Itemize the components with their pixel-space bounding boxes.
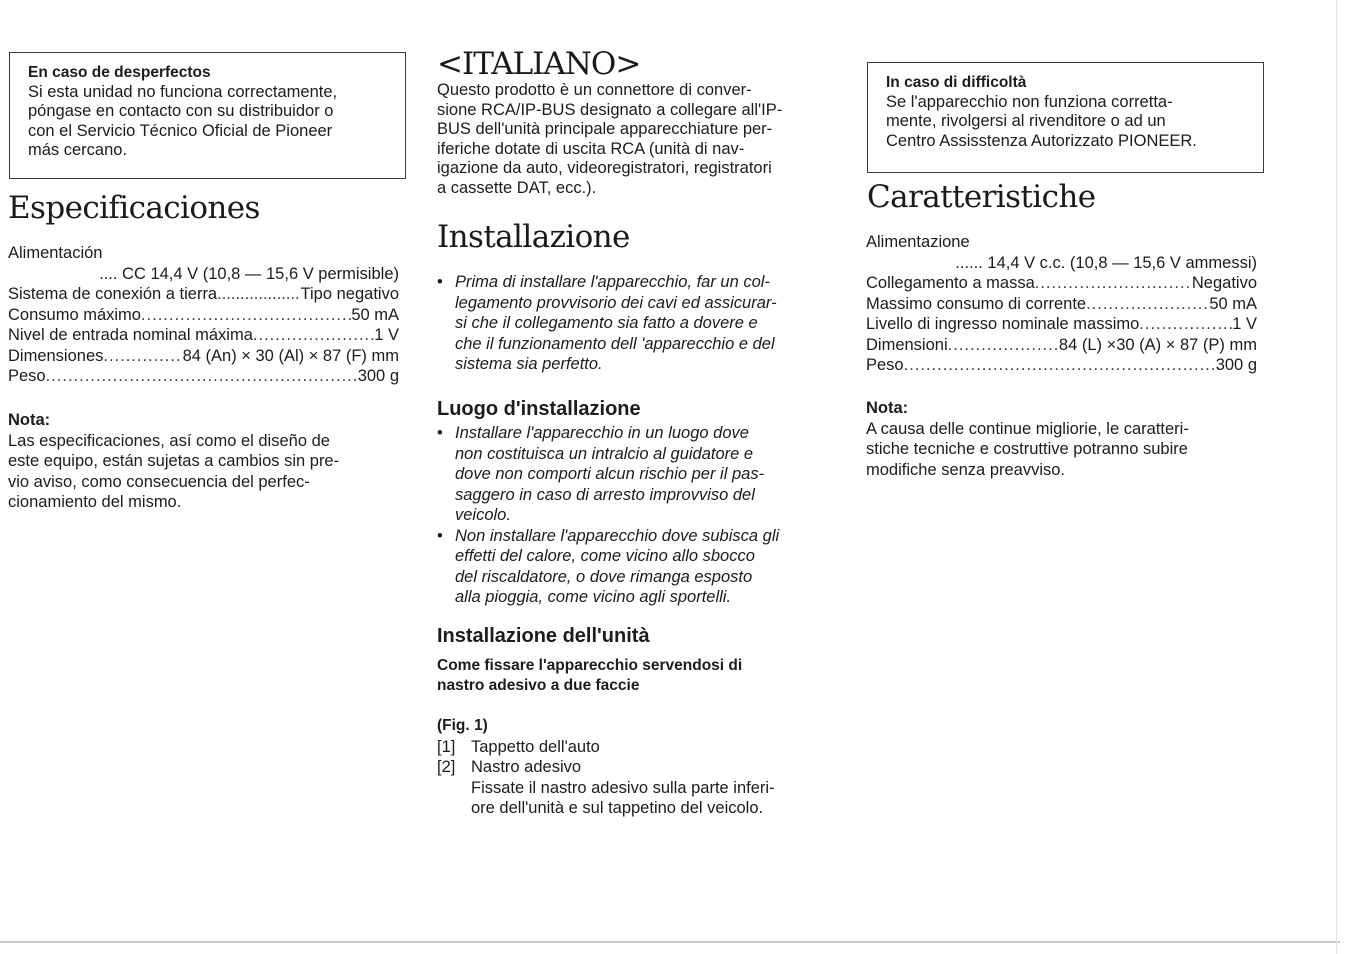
bullet-item: • Non installare l'apparecchio dove subisca gli effetti del calore, come vicino allo sbocco del riscaldatore, o dove rimanga esposto alla pioggia, come vicino agli sportelli. [437, 526, 837, 608]
section-heading-especificaciones: Especificaciones [8, 190, 260, 226]
spec-row: Collegamento a massa ..... Negativo [866, 273, 1257, 294]
legend-desc: Fissate il nastro adesivo sulla parte inferi- ore dell'unità e sul tappetino del veicolo. [471, 778, 775, 817]
notice-line: más cercano. [28, 141, 128, 159]
figure-legend [437, 716, 837, 819]
notice-box-es [9, 52, 406, 179]
location-bullets [437, 423, 837, 608]
unit-subheading: Come fissare l'apparecchio servendosi di nastro adesivo a due faccie [437, 657, 743, 694]
spec-row: Peso ..... 300 g [866, 355, 1257, 376]
note-line: stiche tecniche e costruttive potranno subire [866, 440, 1188, 458]
notice-line: póngase en contacto con su distribuidor o [28, 102, 334, 120]
spec-row: Consumo máximo ..... 50 mA [8, 305, 399, 326]
note-line: vio aviso, como consecuencia del perfec- [8, 472, 310, 491]
spec-row: Peso ..... 300 g [8, 366, 399, 387]
install-note [437, 272, 837, 375]
spec-value: ...... 14,4 V c.c. (10,8 — 15,6 V ammessi) [955, 253, 1257, 272]
page-edge [1336, 0, 1337, 954]
subheading-unita: Installazione dell'unità [437, 625, 650, 647]
notice-title: En caso de desperfectos [28, 64, 211, 81]
bullet-item: • Installare l'apparecchio in un luogo dove non costituisca un intralcio al guidatore e dove non comporti alcun rischio per il pas- saggero in caso di arresto improvviso del veicolo. [437, 423, 837, 526]
section-heading-caratteristiche: Caratteristiche [867, 179, 1096, 215]
fig-label: (Fig. 1) [437, 717, 488, 734]
intro-paragraph: Questo prodotto è un connettore di conver- sione RCA/IP-BUS designato a collegare all'IP- BUS dell'unità principale apparecchiature per- iferiche dotate di uscita RCA (unità di nav- igazione da auto, videoregistratori, registratori a cassette DAT, ecc.). [437, 81, 783, 197]
spec-value: .... CC 14,4 V (10,8 — 15,6 V permisible) [99, 264, 399, 283]
section-heading-installazione: Installazione [437, 219, 630, 255]
note-es [8, 410, 399, 513]
notice-line: Si esta unidad no funciona correctamente, [28, 82, 338, 101]
language-title: <ITALIANO> [437, 46, 641, 82]
note-title: Nota: [8, 411, 51, 429]
subheading-luogo: Luogo d'installazione [437, 398, 641, 420]
scan-edge-line [0, 941, 1340, 943]
spec-list-it [866, 232, 1257, 376]
legend-item: [1] Tappetto dell'auto [437, 737, 600, 756]
spec-list-es [8, 243, 399, 387]
notice-box-it [867, 62, 1264, 173]
spec-row: Nivel de entrada nominal máxima ..... 1 V [8, 325, 399, 346]
notice-title: In caso di difficoltà [886, 74, 1027, 91]
spec-row: Dimensiones ..... 84 (An) × 30 (Al) × 87 (F) mm [8, 346, 399, 367]
note-line: modifiche senza preavviso. [866, 460, 1066, 479]
spec-label: Alimentación [8, 244, 103, 262]
spec-row: Massimo consumo di corrente ..... 50 mA [866, 294, 1257, 315]
notice-line: mente, rivolgersi al rivenditore o ad un [886, 112, 1166, 130]
spec-row: Dimensioni ..... 84 (L) ×30 (A) × 87 (P) mm [866, 335, 1257, 356]
spec-label: Alimentazione [866, 233, 970, 251]
note-title: Nota: [866, 399, 909, 417]
notice-line: Se l'apparecchio non funziona corretta- [886, 92, 1173, 111]
note-line: A causa delle continue migliorie, le caratteri- [866, 419, 1189, 438]
spec-row: Sistema de conexión a tierra ..... Tipo negativo [8, 284, 399, 305]
note-it [866, 398, 1261, 480]
note-line: Las especificaciones, así como el diseño de [8, 431, 330, 450]
notice-line: con el Servicio Técnico Oficial de Pioneer [28, 121, 333, 140]
legend-item: [2] Nastro adesivo [437, 758, 582, 776]
note-line: este equipo, están sujetas a cambios sin pre- [8, 452, 340, 470]
note-line: cionamiento del mismo. [8, 493, 182, 511]
notice-line: Centro Assisstenza Autorizzato PIONEER. [886, 131, 1197, 150]
spec-row: Livello di ingresso nominale massimo ..... 1 V [866, 314, 1257, 335]
bullet-item: • Prima di installare l'apparecchio, far un col- legamento provvisorio dei cavi ed assicurar- si che il collegamento sia fatto a dovere e che il funzionamento dell 'apparecchio e del sistema sia perfetto. [437, 272, 837, 375]
